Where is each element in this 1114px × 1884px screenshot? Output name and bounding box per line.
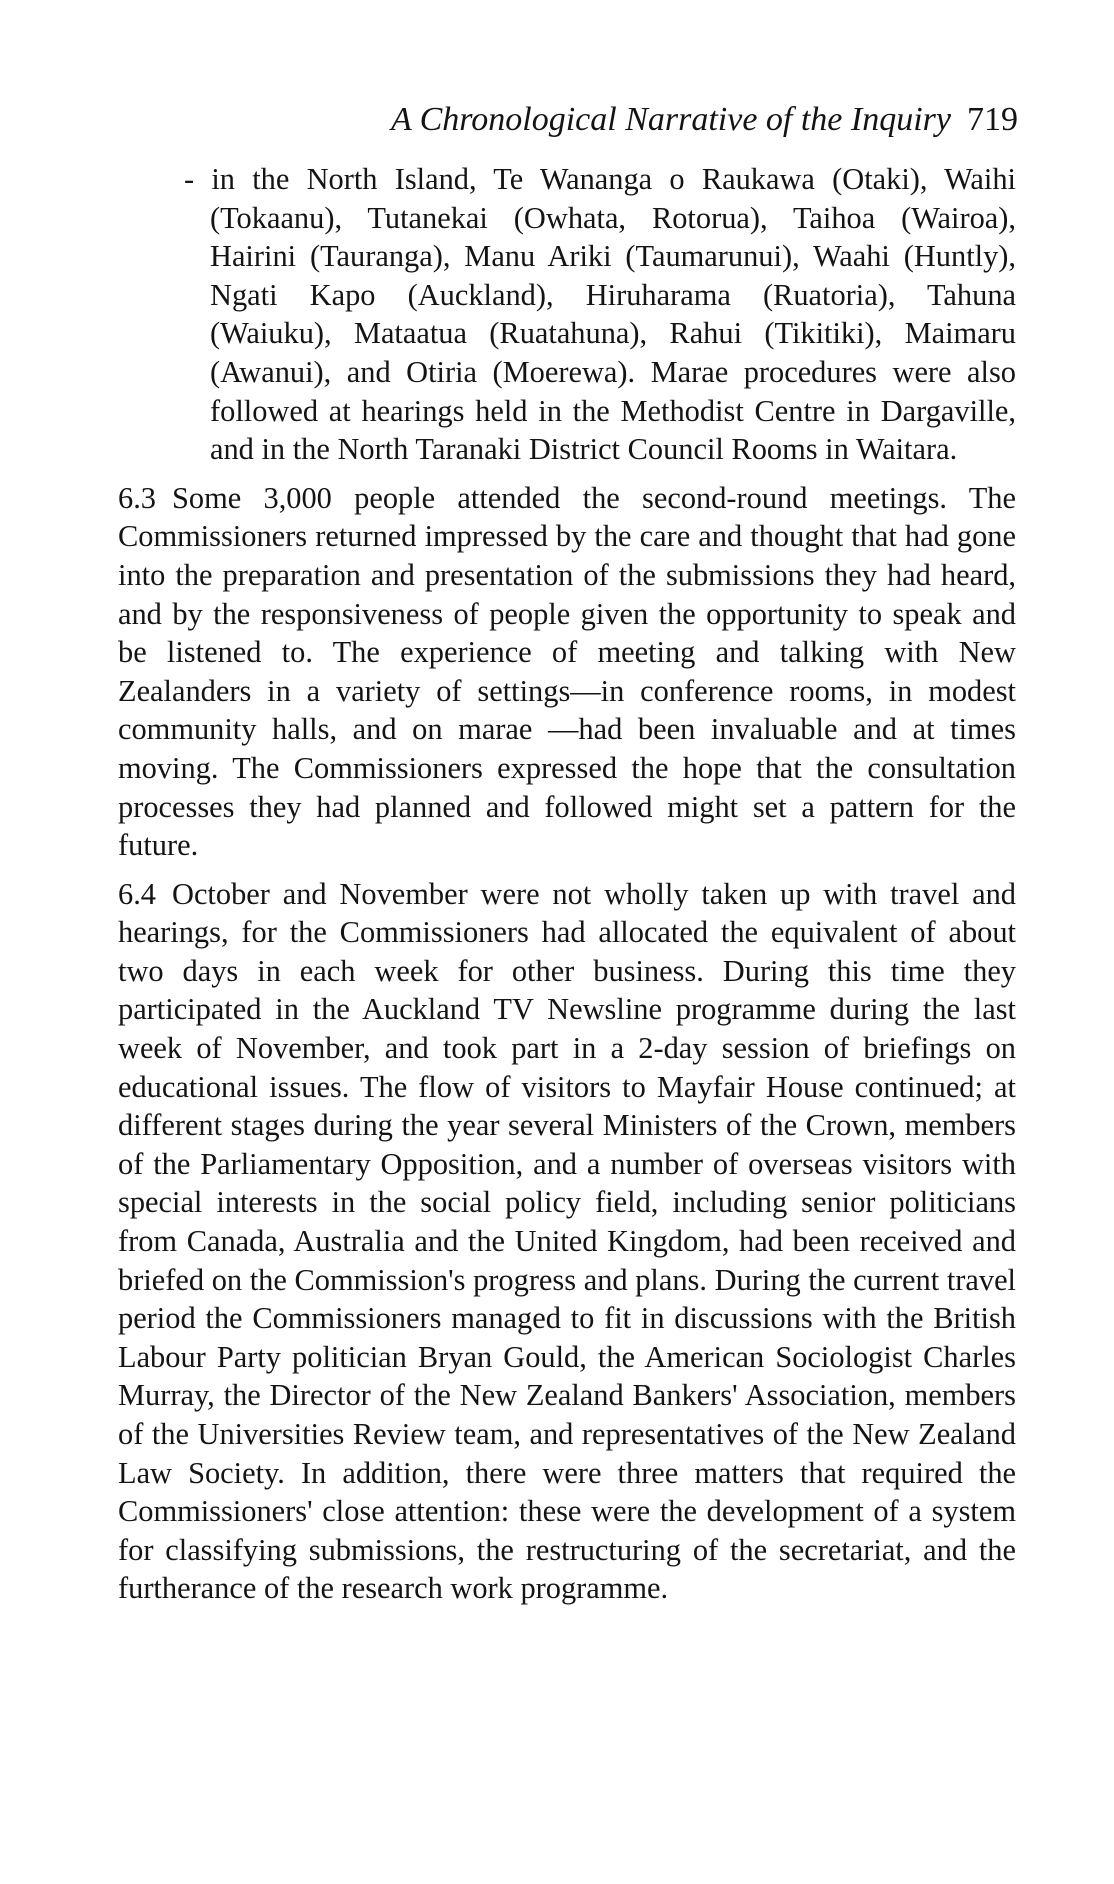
paragraph-text: Some 3,000 people attended the second-round meetings. The Commissioners returned impressed by the care and thought that had gone into the preparation and presentation of the submissions they had heard, and by the responsiveness of people given the opportunity to speak and be listened to. The experience of meeting and talking with New Zealanders in a variety of settings—in conference rooms, in modest community halls, and on marae —had been invaluable and at times moving. The Commissioners expressed the hope that the consultation processes they had planned and followed might set a pattern for the future. xyxy=(118,480,1016,863)
paragraph-number: 6.3 xyxy=(118,480,156,515)
running-head-title: A Chronological Narrative of the Inquiry xyxy=(390,101,951,138)
paragraph-6-4 xyxy=(118,875,1016,1608)
list-item-text: in the North Island, Te Wananga o Raukawa (Otaki), Waihi (Tokaanu), Tutanekai (Owhata, Rotorua), Taihoa (Wairoa), Hairini (Tauranga), Manu Ariki (Taumarunui), Waahi (Huntly), Ngati Kapo (Auckland), Hiruharama (Ruatoria), Tahuna (Waiuku), Mataatua (Ruatahuna), Rahui (Tikitiki), Maimaru (Awanui), and Otiria (Moerewa). Marae procedures were also followed at hearings held in the Methodist Centre in Dargaville, and in the North Taranaki District Council Rooms in Waitara. xyxy=(210,162,1016,467)
paragraph-text: October and November were not wholly taken up with travel and hearings, for the Commissioners had allocated the equivalent of about two days in each week for other business. During this time they participated in the Auckland TV Newsline programme during the last week of November, and took part in a 2-day session of briefings on educational issues. The flow of visitors to Mayfair House continued; at different stages during the year several Ministers of the Crown, members of the Parliamentary Opposition, and a number of overseas visitors with special interests in the social policy field, including senior politicians from Canada, Australia and the United Kingdom, had been received and briefed on the Commission's progress and plans. During the current travel period the Commissioners managed to fit in discussions with the British Labour Party politician Bryan Gould, the American Sociologist Charles Murray, the Director of the New Zealand Bankers' Association, members of the Universities Review team, and representatives of the New Zealand Law Society. In addition, there were three matters that required the Commissioners' close attention: these were the development of a system for classifying submissions, the restructuring of the secretariat, and the furtherance of the research work programme. xyxy=(118,876,1016,1606)
paragraph-number: 6.4 xyxy=(118,876,156,911)
running-head xyxy=(118,98,1018,142)
page-number: 719 xyxy=(967,101,1018,138)
list-dash: - xyxy=(184,162,195,196)
list-item-north-island xyxy=(118,160,1016,469)
paragraph-6-3 xyxy=(118,479,1016,865)
body-text xyxy=(118,160,1016,1618)
